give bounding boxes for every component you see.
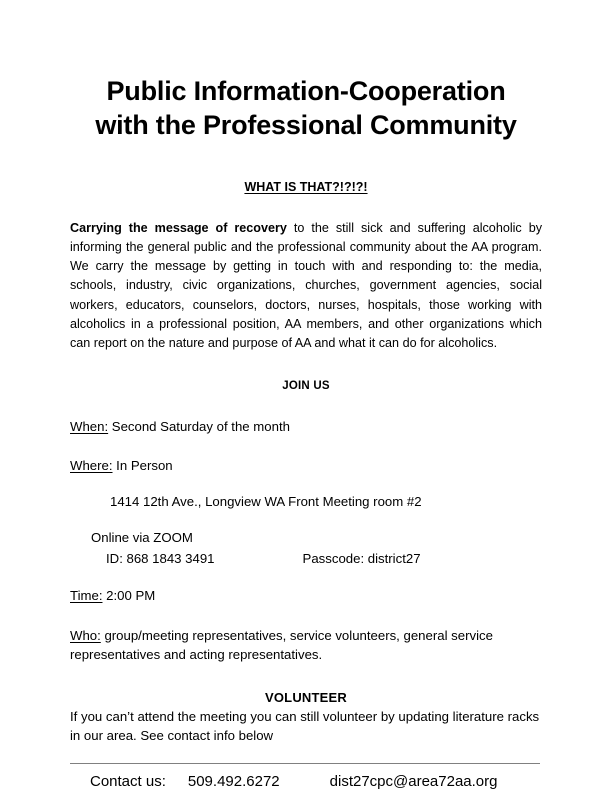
join-us-heading: JOIN US — [282, 380, 330, 393]
time-value: 2:00 PM — [102, 587, 156, 603]
zoom-credentials-line — [106, 549, 542, 568]
time-line — [70, 586, 542, 605]
when-line — [70, 417, 542, 436]
volunteer-heading: VOLUNTEER — [265, 690, 347, 706]
where-line — [70, 456, 542, 475]
contact-row — [90, 771, 542, 792]
body-paragraph-rest: to the still sick and suffering alcoholic by informing the general public and the professional community about the AA program. We carry the message by getting in touch with and responding to: the media, schools, industry, civic organizations, churches, government agencies, social workers, educators, counselors, doctors, nurses, hospitals, those working with alcoholics in a professional position, AA members, and other organizations which can report on the nature and purpose of AA and what it can do for alcoholics. — [70, 221, 542, 350]
time-label: Time: — [70, 587, 103, 603]
address-line: 1414 12th Ave., Longview WA Front Meeting room #2 — [110, 494, 422, 510]
page-title-line-1: Public Information-Cooperation — [106, 76, 506, 106]
what-is-that-heading: WHAT IS THAT?!?!?! — [244, 180, 368, 195]
zoom-passcode: Passcode: district27 — [302, 550, 421, 566]
when-value: Second Saturday of the month — [108, 419, 290, 435]
online-zoom-label: Online via ZOOM — [91, 530, 193, 546]
flyer-content — [70, 0, 542, 792]
where-value: In Person — [112, 458, 173, 474]
body-paragraph-lead: Carrying the message of recovery — [70, 221, 287, 236]
who-line — [70, 626, 542, 664]
volunteer-text: If you can’t attend the meeting you can still volunteer by updating literature racks in our area. See contact info below — [70, 709, 540, 744]
page-title — [70, 74, 542, 142]
footer-divider — [70, 763, 540, 764]
page-title-line-2: with the Professional Community — [95, 110, 517, 141]
body-paragraph — [70, 219, 542, 353]
zoom-meeting-id: ID: 868 1843 3491 — [106, 550, 215, 566]
contact-label: Contact us: — [90, 773, 166, 791]
where-label: Where: — [70, 458, 113, 474]
contact-email: dist27cpc@area72aa.org — [329, 773, 498, 791]
who-value: group/meeting representatives, service volunteers, general service representatives and acting representatives. — [70, 627, 493, 662]
when-label: When: — [70, 419, 109, 435]
who-label: Who: — [70, 627, 101, 643]
contact-phone: 509.492.6272 — [187, 773, 280, 791]
